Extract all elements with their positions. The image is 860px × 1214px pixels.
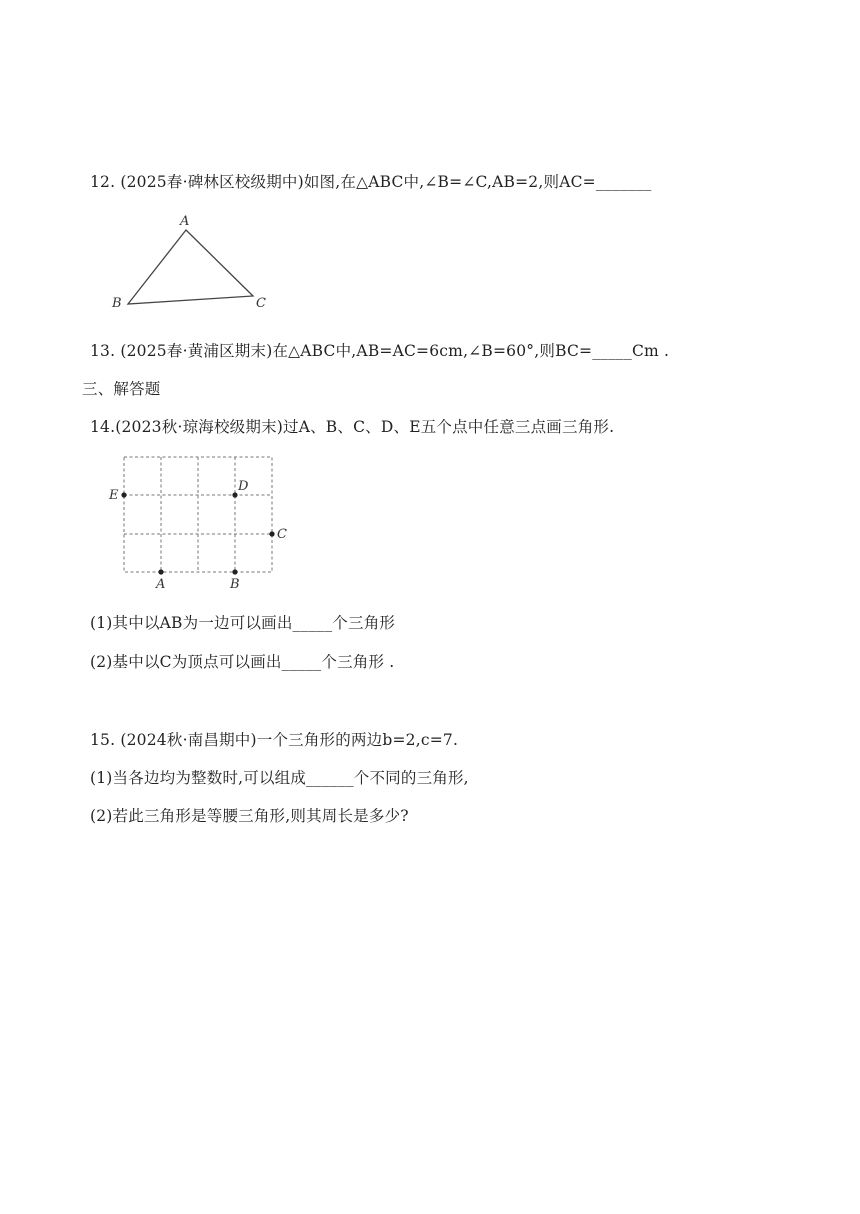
point-c bbox=[269, 531, 274, 536]
question-15-part-2: (2)若此三角形是等腰三角形,则其周长是多少? bbox=[90, 807, 409, 825]
vertex-label-b: B bbox=[112, 296, 122, 311]
question-15-text: 15. (2024秋·南昌期中)一个三角形的两边b=2,c=7. bbox=[90, 731, 459, 749]
triangle-abc-shape bbox=[128, 230, 253, 304]
point-label-d: D bbox=[238, 479, 249, 494]
question-12-text: 12. (2025春·碑林区校级期中)如图,在△ABC中,∠B=∠C,AB=2,则AC=_______ bbox=[90, 173, 652, 191]
question-13-text: 13. (2025春·黄浦区期末)在△ABC中,AB=AC=6cm,∠B=60°,则BC=_____Cm . bbox=[90, 342, 670, 360]
point-e bbox=[121, 492, 126, 497]
dashed-grid bbox=[124, 457, 272, 572]
dot-grid-figure bbox=[100, 448, 300, 593]
point-label-c: C bbox=[277, 527, 287, 542]
question-15-part-1: (1)当各边均为整数时,可以组成______个不同的三角形, bbox=[90, 769, 469, 787]
triangle-abc-figure bbox=[100, 210, 280, 315]
point-label-e: E bbox=[109, 488, 119, 503]
question-14-part-2: (2)基中以C为顶点可以画出_____个三角形 . bbox=[90, 653, 395, 671]
point-label-a: A bbox=[156, 577, 166, 592]
vertex-label-a: A bbox=[180, 214, 190, 229]
question-14-part-1: (1)其中以AB为一边可以画出_____个三角形 bbox=[90, 614, 396, 632]
point-b bbox=[232, 569, 237, 574]
point-d bbox=[232, 492, 237, 497]
point-a bbox=[158, 569, 163, 574]
point-label-b: B bbox=[230, 577, 240, 592]
section-heading: 三、解答题 bbox=[82, 380, 161, 398]
question-14-text: 14.(2023秋·琼海校级期末)过A、B、C、D、E五个点中任意三点画三角形. bbox=[90, 418, 615, 436]
vertex-label-c: C bbox=[256, 296, 266, 311]
